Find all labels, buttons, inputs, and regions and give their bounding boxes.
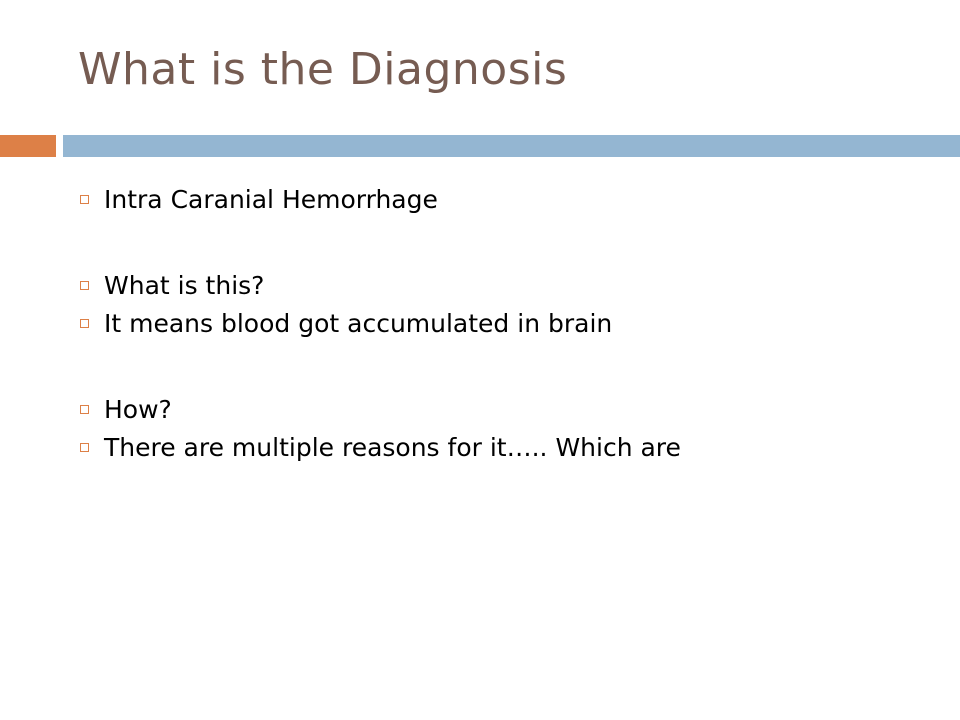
hollow-square-icon bbox=[80, 195, 89, 204]
bullet-item bbox=[80, 180, 681, 218]
bullet-list bbox=[80, 180, 681, 466]
hollow-square-icon bbox=[80, 319, 89, 328]
bullet-text: It means blood got accumulated in brain bbox=[104, 308, 613, 338]
hollow-square-icon bbox=[80, 281, 89, 290]
title-underline-bar bbox=[63, 135, 960, 157]
bullet-item bbox=[80, 428, 681, 466]
bullet-item bbox=[80, 304, 681, 342]
bullet-text: Intra Caranial Hemorrhage bbox=[104, 184, 438, 214]
bullet-text: How? bbox=[104, 394, 172, 424]
title-accent-bar bbox=[0, 135, 56, 157]
hollow-square-icon bbox=[80, 405, 89, 414]
hollow-square-icon bbox=[80, 443, 89, 452]
bullet-item bbox=[80, 266, 681, 304]
bullet-text: What is this? bbox=[104, 270, 265, 300]
bullet-item bbox=[80, 390, 681, 428]
slide-title: What is the Diagnosis bbox=[78, 44, 568, 95]
bullet-text: There are multiple reasons for it….. Which are bbox=[104, 432, 681, 462]
